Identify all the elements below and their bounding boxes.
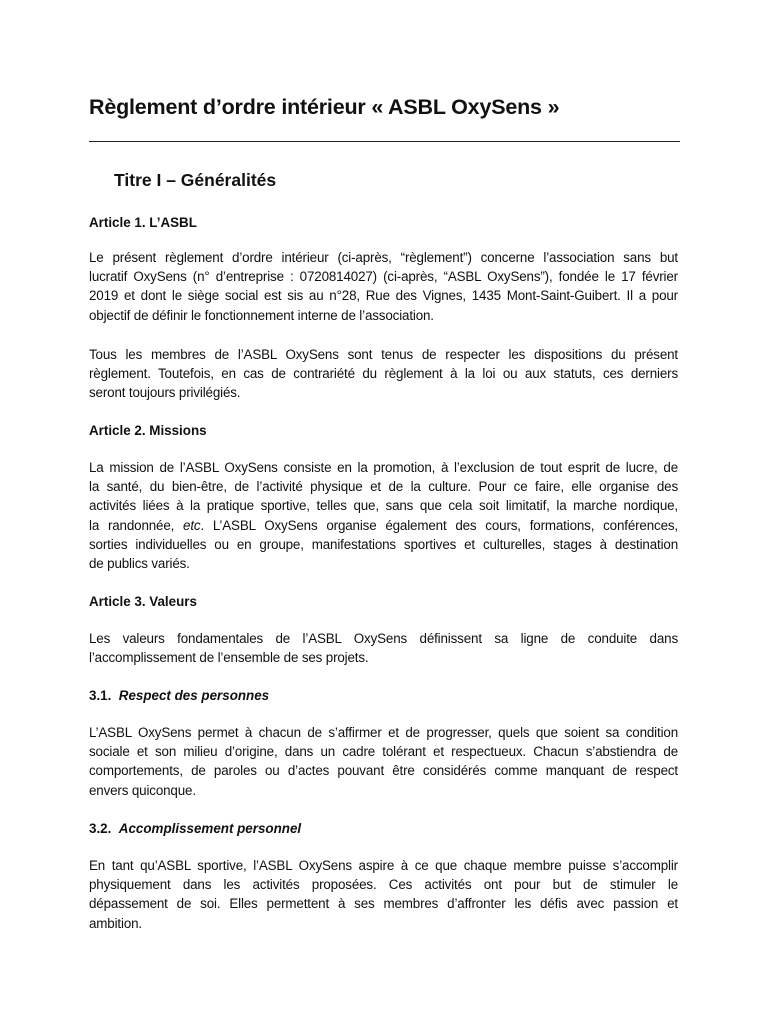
subsection-3-2-heading: [89, 819, 678, 838]
article-1-heading: Article 1. L’ASBL: [89, 215, 197, 230]
subsection-3-1-heading: [89, 686, 678, 705]
paragraph-line: physiquement dans les activités proposées. Ces activités ont pour but de stimuler le: [89, 877, 678, 893]
paragraph-line: En tant qu’ASBL sportive, l’ASBL OxySens aspire à ce que chaque membre puisse s’accomplir: [89, 858, 678, 873]
article-1-paragraph-1: [89, 248, 678, 325]
paragraph-line-with-italic: [89, 516, 678, 535]
paragraph-line: sorties individuelles ou en groupe, manifestations sportives et culturelles, stages à destination: [89, 536, 678, 552]
paragraph-line: de publics variés.: [89, 556, 190, 572]
paragraph-line: dépassement de soi. Elles permettent à ses membres d’affronter les défis avec passion et: [89, 896, 678, 912]
paragraph-line: ambition.: [89, 915, 142, 931]
paragraph-line: l’accomplissement de l’ensemble de ses projets.: [89, 650, 369, 666]
paragraph-line: sociale et son milieu d’origine, dans un cadre tolérant et respectueux. Chacun s’abstiendra de: [89, 744, 678, 760]
paragraph-line: L’ASBL OxySens permet à chacun de s’affirmer et de progresser, quels que soient sa condition: [89, 725, 678, 740]
article-2-heading: Article 2. Missions: [89, 423, 207, 438]
paragraph-line: règlement. Toutefois, en cas de contrariété du règlement à la loi ou aux statuts, ces derniers: [89, 366, 678, 382]
section-title: Titre I – Généralités: [114, 170, 277, 190]
paragraph-line: envers quiconque.: [89, 782, 196, 798]
paragraph-line: Tous les membres de l’ASBL OxySens sont tenus de respecter les dispositions du présent: [89, 347, 678, 362]
subsection-3-1-paragraph: [89, 723, 678, 800]
paragraph-line: Les valeurs fondamentales de l’ASBL OxySens définissent sa ligne de conduite dans: [89, 631, 678, 646]
paragraph-line: La mission de l’ASBL OxySens consiste en la promotion, à l’exclusion de tout esprit de lucre, de: [89, 460, 678, 475]
article-1-paragraph-2: [89, 345, 678, 403]
article-3-heading: Article 3. Valeurs: [89, 594, 197, 609]
paragraph-line: 2019 et dont le siège social est sis au n°28, Rue des Vignes, 1435 Mont-Saint-Guibert. Il a pour: [89, 288, 678, 304]
subsection-title: Accomplissement personnel: [118, 821, 302, 836]
subsection-3-2-paragraph: [89, 856, 678, 933]
line-text: . L’ASBL OxySens organise également des cours, formations, conférences,: [200, 517, 678, 533]
paragraph-line: la santé, du bien-être, de l’activité physique et de la culture. Pour ce faire, elle organise des: [89, 479, 678, 495]
paragraph-line: seront toujours privilégiés.: [89, 385, 241, 401]
article-2-paragraph-1: [89, 458, 678, 573]
paragraph-line: Le présent règlement d’ordre intérieur (ci-après, “règlement”) concerne l’association sans but: [89, 250, 678, 265]
document-title: Règlement d’ordre intérieur « ASBL OxySens »: [89, 95, 560, 119]
paragraph-line: activités liées à la pratique sportive, telles que, sans que cela soit limitatif, la marche nordique,: [89, 498, 678, 514]
paragraph-line: comportements, de paroles ou d’actes pouvant être considérés comme manquant de respect: [89, 763, 678, 779]
paragraph-line: lucratif OxySens (n° d’entreprise : 0720814027) (ci-après, “ASBL OxySens”), fondée le 17 février: [89, 269, 678, 285]
subsection-title: Respect des personnes: [118, 688, 270, 703]
italic-text: etc: [183, 517, 201, 533]
line-text: la randonnée,: [89, 517, 184, 533]
subsection-number: 3.1.: [89, 688, 112, 703]
subsection-number: 3.2.: [89, 821, 112, 836]
paragraph-line: objectif de définir le fonctionnement interne de l’association.: [89, 307, 434, 323]
title-divider: [89, 141, 680, 142]
article-3-paragraph-1: [89, 629, 678, 667]
